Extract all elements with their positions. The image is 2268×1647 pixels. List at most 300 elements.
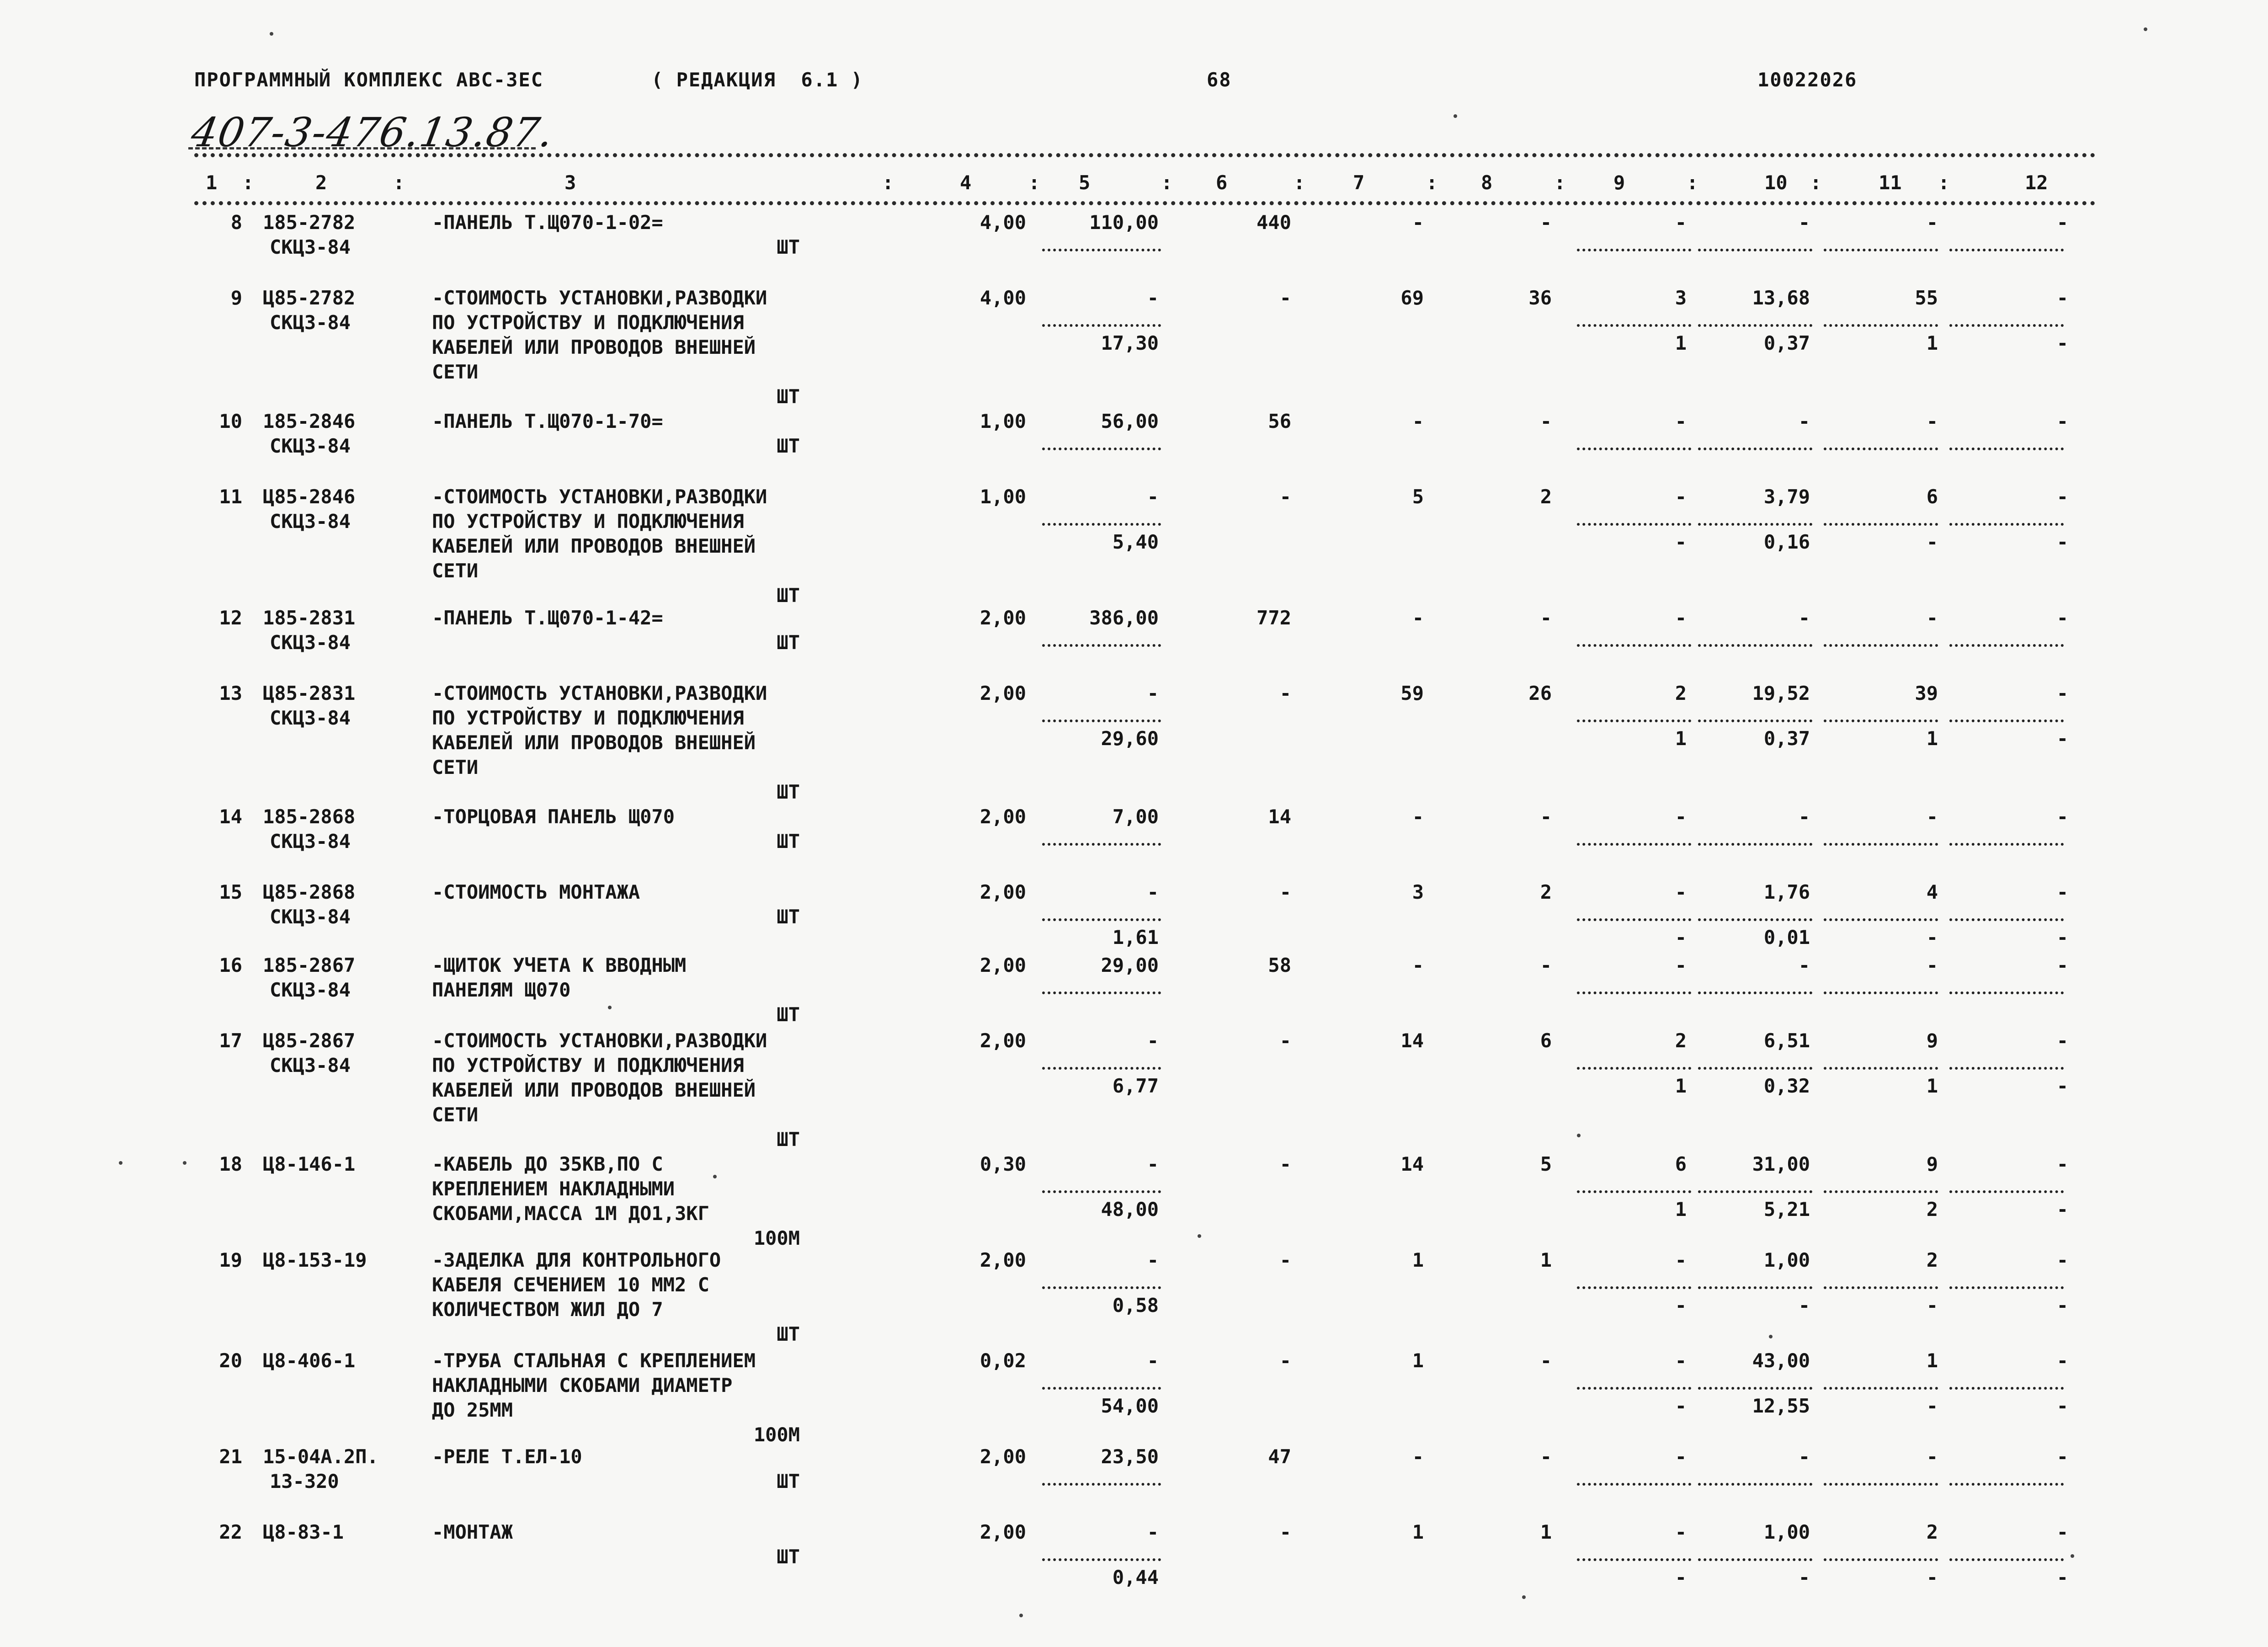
- column-header-2: 2: [315, 171, 327, 194]
- program-title: ПРОГРАММНЫЙ КОМПЛЕКС АВС-ЗЕС: [194, 69, 544, 91]
- col-9-sub: 1: [1675, 1198, 1687, 1221]
- item-description: ПО УСТРОЙСТВУ И ПОДКЛЮЧЕНИЯ: [432, 311, 744, 334]
- value-divider: [1949, 991, 2064, 994]
- col-9-value: -: [1675, 607, 1687, 629]
- item-description: КРЕПЛЕНИЕМ НАКЛАДНЫМИ: [432, 1178, 675, 1200]
- price-divider: [1042, 843, 1161, 846]
- column-header-7: 7: [1353, 171, 1365, 194]
- machine-cost: 26: [1528, 682, 1552, 704]
- column-separator: :: [1028, 171, 1040, 194]
- col-11-value: 2: [1926, 1249, 1938, 1271]
- unit-price: -: [1147, 1521, 1159, 1543]
- labor-cost: 69: [1400, 287, 1424, 309]
- total-cost: 440: [1256, 211, 1291, 234]
- col-12-value: -: [2056, 805, 2068, 828]
- labor-cost: 14: [1400, 1153, 1424, 1175]
- machine-cost: 1: [1540, 1521, 1552, 1543]
- item-description: СЕТИ: [432, 1103, 479, 1126]
- machine-cost: -: [1540, 954, 1552, 976]
- total-cost: -: [1279, 1521, 1291, 1543]
- col-11-sub: 1: [1926, 1075, 1938, 1097]
- value-divider: [1698, 1190, 1812, 1193]
- value-divider: [1949, 1558, 2064, 1561]
- col-9-sub: 1: [1675, 727, 1687, 750]
- machine-cost: -: [1540, 211, 1552, 234]
- total-cost: -: [1279, 287, 1291, 309]
- quantity: 2,00: [980, 881, 1026, 903]
- item-description: ПО УСТРОЙСТВУ И ПОДКЛЮЧЕНИЯ: [432, 1054, 744, 1077]
- col-11-sub: -: [1926, 926, 1938, 949]
- value-divider: [1949, 644, 2064, 647]
- total-cost: 56: [1268, 410, 1291, 432]
- labor-cost: 1: [1412, 1349, 1424, 1372]
- unit-price: -: [1147, 682, 1159, 704]
- col-12-sub: -: [2056, 1198, 2068, 1221]
- price-code: Ц8-83-1: [263, 1521, 344, 1543]
- col-11-sub: 2: [1926, 1198, 1938, 1221]
- col-10-value: -: [1798, 954, 1810, 976]
- quantity: 0,02: [980, 1349, 1026, 1372]
- price-code: Ц85-2831: [263, 682, 356, 704]
- value-divider: [1577, 1190, 1691, 1193]
- unit: ШТ: [777, 584, 800, 607]
- row-number: 11: [219, 485, 242, 508]
- row-number: 15: [219, 881, 242, 903]
- item-description: -СТОИМОСТЬ УСТАНОВКИ,РАЗВОДКИ: [432, 1029, 767, 1052]
- column-header-11: 11: [1879, 171, 1902, 194]
- col-9-value: -: [1675, 1521, 1687, 1543]
- quantity: 4,00: [980, 211, 1026, 234]
- unit-price: -: [1147, 1249, 1159, 1271]
- value-divider: [1698, 249, 1812, 251]
- col-10-sub: 12,55: [1752, 1395, 1810, 1417]
- page-number: 68: [1207, 69, 1232, 91]
- item-description: КОЛИЧЕСТВОМ ЖИЛ ДО 7: [432, 1298, 663, 1321]
- column-header-3: 3: [564, 171, 576, 194]
- item-description: -СТОИМОСТЬ МОНТАЖА: [432, 881, 640, 903]
- column-header-5: 5: [1079, 171, 1091, 194]
- scan-speck: [1198, 1234, 1201, 1238]
- column-separator: :: [393, 171, 405, 194]
- value-divider: [1577, 1387, 1691, 1390]
- value-divider: [1949, 1286, 2064, 1289]
- quantity: 2,00: [980, 682, 1026, 704]
- col-12-value: -: [2056, 1349, 2068, 1372]
- col-12-value: -: [2056, 1153, 2068, 1175]
- scan-speck: [119, 1161, 122, 1165]
- item-description: -СТОИМОСТЬ УСТАНОВКИ,РАЗВОДКИ: [432, 485, 767, 508]
- value-divider: [1824, 523, 1938, 526]
- column-header-1: 1: [206, 171, 218, 194]
- value-divider: [1949, 1483, 2064, 1486]
- price-divider: [1042, 644, 1161, 647]
- value-divider: [1824, 991, 1938, 994]
- scan-speck: [713, 1175, 717, 1178]
- price-divider: [1042, 1558, 1161, 1561]
- value-divider: [1824, 1286, 1938, 1289]
- unit-price: -: [1147, 1153, 1159, 1175]
- price-divider: [1042, 1067, 1161, 1070]
- total-cost: 58: [1268, 954, 1291, 976]
- value-divider: [1824, 720, 1938, 722]
- col-10-sub: 0,16: [1763, 531, 1810, 553]
- col-10-sub: 0,01: [1763, 926, 1810, 949]
- value-divider: [1949, 324, 2064, 327]
- value-divider: [1577, 324, 1691, 327]
- col-10-value: -: [1798, 607, 1810, 629]
- unit: ШТ: [777, 1546, 800, 1568]
- col-9-value: -: [1675, 410, 1687, 432]
- col-12-value: -: [2056, 607, 2068, 629]
- value-divider: [1698, 843, 1812, 846]
- item-description: ПАНЕЛЯМ Щ070: [432, 979, 571, 1001]
- col-10-sub: 5,21: [1763, 1198, 1810, 1221]
- value-divider: [1698, 644, 1812, 647]
- scan-speck: [1769, 1335, 1773, 1338]
- total-cost: -: [1279, 1029, 1291, 1052]
- unit-price-labor: 17,30: [1101, 332, 1159, 354]
- col-11-value: 55: [1915, 287, 1938, 309]
- labor-cost: -: [1412, 607, 1424, 629]
- total-cost: -: [1279, 1349, 1291, 1372]
- col-11-value: 6: [1926, 485, 1938, 508]
- item-description: -КАБЕЛЬ ДО 35КВ,ПО С: [432, 1153, 663, 1175]
- row-number: 18: [219, 1153, 242, 1175]
- col-9-sub: -: [1675, 1566, 1687, 1588]
- col-11-value: 9: [1926, 1029, 1938, 1052]
- item-description: КАБЕЛЕЙ ИЛИ ПРОВОДОВ ВНЕШНЕЙ: [432, 336, 756, 358]
- col-9-sub: -: [1675, 926, 1687, 949]
- column-separator: :: [1938, 171, 1950, 194]
- unit: ШТ: [777, 830, 800, 853]
- column-separator: :: [1161, 171, 1173, 194]
- total-cost: -: [1279, 881, 1291, 903]
- scan-speck: [2144, 27, 2147, 31]
- unit: ШТ: [777, 1323, 800, 1345]
- row-number: 17: [219, 1029, 242, 1052]
- price-code: Ц85-2846: [263, 485, 356, 508]
- col-11-value: -: [1926, 211, 1938, 234]
- row-number: 8: [230, 211, 242, 234]
- col-10-sub: 0,32: [1763, 1075, 1810, 1097]
- item-description: -РЕЛЕ Т.ЕЛ-10: [432, 1445, 582, 1468]
- machine-cost: -: [1540, 1349, 1552, 1372]
- col-11-value: 1: [1926, 1349, 1938, 1372]
- column-separator: :: [242, 171, 254, 194]
- column-separator: :: [1426, 171, 1438, 194]
- value-divider: [1698, 918, 1812, 921]
- col-9-value: -: [1675, 485, 1687, 508]
- price-divider: [1042, 991, 1161, 994]
- value-divider: [1949, 1190, 2064, 1193]
- price-code: 185-2867: [263, 954, 356, 976]
- total-cost: -: [1279, 682, 1291, 704]
- item-description: -СТОИМОСТЬ УСТАНОВКИ,РАЗВОДКИ: [432, 682, 767, 704]
- col-10-value: -: [1798, 211, 1810, 234]
- col-9-sub: 1: [1675, 332, 1687, 354]
- value-divider: [1949, 448, 2064, 450]
- col-12-value: -: [2056, 1029, 2068, 1052]
- unit-price: 23,50: [1101, 1445, 1159, 1468]
- col-12-value: -: [2056, 954, 2068, 976]
- total-cost: -: [1279, 1249, 1291, 1271]
- handwritten-reference: 407-3-476.13.87.: [187, 109, 558, 156]
- quantity: 2,00: [980, 1521, 1026, 1543]
- price-code-source: СКЦЗ-84: [270, 236, 351, 258]
- machine-cost: 2: [1540, 881, 1552, 903]
- row-number: 21: [219, 1445, 242, 1468]
- item-description: -ПАНЕЛЬ Т.Щ070-1-70=: [432, 410, 663, 432]
- value-divider: [1577, 1286, 1691, 1289]
- price-divider: [1042, 448, 1161, 450]
- price-code: 15-04А.2П.: [263, 1445, 378, 1468]
- price-code: 185-2831: [263, 607, 356, 629]
- col-11-value: 4: [1926, 881, 1938, 903]
- row-number: 12: [219, 607, 242, 629]
- col-10-value: 19,52: [1752, 682, 1810, 704]
- price-divider: [1042, 249, 1161, 251]
- col-12-value: -: [2056, 410, 2068, 432]
- unit: ШТ: [777, 1470, 800, 1492]
- scan-speck: [1577, 1134, 1581, 1137]
- col-9-sub: -: [1675, 1294, 1687, 1317]
- item-description: СЕТИ: [432, 756, 479, 778]
- item-description: НАКЛАДНЫМИ СКОБАМИ ДИАМЕТР: [432, 1374, 733, 1396]
- unit-price: -: [1147, 881, 1159, 903]
- quantity: 2,00: [980, 954, 1026, 976]
- col-12-sub: -: [2056, 1395, 2068, 1417]
- col-9-sub: 1: [1675, 1075, 1687, 1097]
- value-divider: [1824, 1387, 1938, 1390]
- unit-price-labor: 1,61: [1112, 926, 1159, 949]
- price-code: Ц85-2868: [263, 881, 356, 903]
- value-divider: [1824, 448, 1938, 450]
- labor-cost: -: [1412, 410, 1424, 432]
- row-number: 9: [230, 287, 242, 309]
- quantity: 2,00: [980, 1249, 1026, 1271]
- unit-price: 56,00: [1101, 410, 1159, 432]
- column-header-8: 8: [1481, 171, 1493, 194]
- price-divider: [1042, 324, 1161, 327]
- col-10-value: 13,68: [1752, 287, 1810, 309]
- quantity: 4,00: [980, 287, 1026, 309]
- col-9-value: 2: [1675, 682, 1687, 704]
- labor-cost: 5: [1412, 485, 1424, 508]
- price-code-source: СКЦЗ-84: [270, 707, 351, 729]
- item-description: КАБЕЛЕЙ ИЛИ ПРОВОДОВ ВНЕШНЕЙ: [432, 1079, 756, 1101]
- col-11-value: 39: [1915, 682, 1938, 704]
- column-header-4: 4: [960, 171, 972, 194]
- col-10-value: -: [1798, 1445, 1810, 1468]
- value-divider: [1698, 1067, 1812, 1070]
- price-code-source: СКЦЗ-84: [270, 830, 351, 853]
- item-description: -СТОИМОСТЬ УСТАНОВКИ,РАЗВОДКИ: [432, 287, 767, 309]
- item-description: ДО 25ММ: [432, 1399, 513, 1421]
- value-divider: [1577, 1483, 1691, 1486]
- price-code-source: СКЦЗ-84: [270, 311, 351, 334]
- column-header-6: 6: [1216, 171, 1228, 194]
- scan-speck: [183, 1161, 186, 1165]
- value-divider: [1824, 843, 1938, 846]
- value-divider: [1577, 918, 1691, 921]
- value-divider: [1824, 918, 1938, 921]
- value-divider: [1949, 1387, 2064, 1390]
- column-separator: :: [1294, 171, 1305, 194]
- price-code: 185-2782: [263, 211, 356, 234]
- col-9-value: -: [1675, 1349, 1687, 1372]
- labor-cost: -: [1412, 805, 1424, 828]
- price-code: 185-2868: [263, 805, 356, 828]
- col-10-value: 1,00: [1763, 1521, 1810, 1543]
- col-12-sub: -: [2056, 1075, 2068, 1097]
- unit-price-labor: 5,40: [1112, 531, 1159, 553]
- unit-price: 110,00: [1089, 211, 1159, 234]
- scan-speck: [1522, 1595, 1526, 1599]
- unit-price: 7,00: [1112, 805, 1159, 828]
- row-number: 16: [219, 954, 242, 976]
- labor-cost: 1: [1412, 1249, 1424, 1271]
- scan-speck: [608, 1006, 612, 1009]
- price-divider: [1042, 918, 1161, 921]
- column-separator: :: [1554, 171, 1566, 194]
- price-code-source: СКЦЗ-84: [270, 979, 351, 1001]
- unit-price: 29,00: [1101, 954, 1159, 976]
- value-divider: [1824, 1558, 1938, 1561]
- quantity: 2,00: [980, 805, 1026, 828]
- value-divider: [1577, 1558, 1691, 1561]
- unit: ШТ: [777, 1128, 800, 1151]
- value-divider: [1577, 249, 1691, 251]
- labor-cost: -: [1412, 954, 1424, 976]
- column-separator: :: [1810, 171, 1822, 194]
- value-divider: [1824, 644, 1938, 647]
- col-12-sub: -: [2056, 1566, 2068, 1588]
- item-description: ПО УСТРОЙСТВУ И ПОДКЛЮЧЕНИЯ: [432, 707, 744, 729]
- column-separator: :: [1687, 171, 1698, 194]
- item-description: КАБЕЛЕЙ ИЛИ ПРОВОДОВ ВНЕШНЕЙ: [432, 535, 756, 557]
- price-divider: [1042, 523, 1161, 526]
- col-10-value: -: [1798, 805, 1810, 828]
- item-description: -ПАНЕЛЬ Т.Щ070-1-42=: [432, 607, 663, 629]
- value-divider: [1698, 991, 1812, 994]
- unit-price: -: [1147, 485, 1159, 508]
- col-9-value: 2: [1675, 1029, 1687, 1052]
- labor-cost: 1: [1412, 1521, 1424, 1543]
- total-cost: 772: [1256, 607, 1291, 629]
- col-11-value: -: [1926, 1445, 1938, 1468]
- col-12-value: -: [2056, 485, 2068, 508]
- price-code-source: СКЦЗ-84: [270, 631, 351, 654]
- total-cost: -: [1279, 485, 1291, 508]
- item-description: ПО УСТРОЙСТВУ И ПОДКЛЮЧЕНИЯ: [432, 510, 744, 533]
- value-divider: [1824, 1483, 1938, 1486]
- value-divider: [1698, 1483, 1812, 1486]
- price-code: Ц85-2867: [263, 1029, 356, 1052]
- price-code-source: 13-320: [270, 1470, 339, 1492]
- col-12-sub: -: [2056, 926, 2068, 949]
- item-description: -ПАНЕЛЬ Т.Щ070-1-02=: [432, 211, 663, 234]
- row-number: 22: [219, 1521, 242, 1543]
- table-header-rule: [194, 201, 2096, 205]
- quantity: 2,00: [980, 1445, 1026, 1468]
- unit: ШТ: [777, 781, 800, 803]
- col-11-sub: -: [1926, 531, 1938, 553]
- price-code-source: СКЦЗ-84: [270, 1054, 351, 1077]
- item-description: СЕТИ: [432, 361, 479, 383]
- col-11-sub: 1: [1926, 727, 1938, 750]
- col-11-value: -: [1926, 410, 1938, 432]
- col-9-value: -: [1675, 805, 1687, 828]
- col-10-sub: 0,37: [1763, 727, 1810, 750]
- item-description: КАБЕЛЕЙ ИЛИ ПРОВОДОВ ВНЕШНЕЙ: [432, 731, 756, 754]
- labor-cost: -: [1412, 211, 1424, 234]
- col-10-value: 1,76: [1763, 881, 1810, 903]
- value-divider: [1824, 1067, 1938, 1070]
- unit-price-labor: 6,77: [1112, 1075, 1159, 1097]
- unit: 100М: [753, 1227, 800, 1249]
- col-11-sub: -: [1926, 1395, 1938, 1417]
- quantity: 2,00: [980, 607, 1026, 629]
- value-divider: [1577, 991, 1691, 994]
- item-description: -ЗАДЕЛКА ДЛЯ КОНТРОЛЬНОГО: [432, 1249, 721, 1271]
- unit-price-labor: 48,00: [1101, 1198, 1159, 1221]
- col-11-sub: 1: [1926, 332, 1938, 354]
- value-divider: [1824, 1190, 1938, 1193]
- col-12-sub: -: [2056, 531, 2068, 553]
- machine-cost: 5: [1540, 1153, 1552, 1175]
- unit-price: -: [1147, 1029, 1159, 1052]
- value-divider: [1698, 324, 1812, 327]
- col-10-value: 1,00: [1763, 1249, 1810, 1271]
- col-12-sub: -: [2056, 332, 2068, 354]
- price-code: Ц85-2782: [263, 287, 356, 309]
- value-divider: [1577, 644, 1691, 647]
- total-cost: 14: [1268, 805, 1291, 828]
- unit-price-labor: 29,60: [1101, 727, 1159, 750]
- col-10-value: 6,51: [1763, 1029, 1810, 1052]
- price-divider: [1042, 1286, 1161, 1289]
- price-code: 185-2846: [263, 410, 356, 432]
- col-11-value: 9: [1926, 1153, 1938, 1175]
- value-divider: [1949, 1067, 2064, 1070]
- unit: ШТ: [777, 1003, 800, 1026]
- quantity: 1,00: [980, 485, 1026, 508]
- document-number: 10022026: [1757, 69, 1858, 91]
- unit: 100М: [753, 1423, 800, 1446]
- total-cost: -: [1279, 1153, 1291, 1175]
- price-divider: [1042, 1483, 1161, 1486]
- row-number: 10: [219, 410, 242, 432]
- col-9-value: -: [1675, 1445, 1687, 1468]
- value-divider: [1577, 448, 1691, 450]
- column-header-10: 10: [1764, 171, 1788, 194]
- col-12-value: -: [2056, 682, 2068, 704]
- edition-label: ( РЕДАКЦИЯ 6.1 ): [651, 69, 863, 91]
- item-description: -ТРУБА СТАЛЬНАЯ С КРЕПЛЕНИЕМ: [432, 1349, 756, 1372]
- value-divider: [1824, 249, 1938, 251]
- col-12-sub: -: [2056, 1294, 2068, 1317]
- unit: ШТ: [777, 435, 800, 457]
- col-9-value: -: [1675, 881, 1687, 903]
- machine-cost: 1: [1540, 1249, 1552, 1271]
- unit: ШТ: [777, 906, 800, 928]
- machine-cost: -: [1540, 410, 1552, 432]
- column-header-12: 12: [2025, 171, 2048, 194]
- handwritten-underline: [188, 147, 536, 149]
- price-divider: [1042, 1387, 1161, 1390]
- col-11-sub: -: [1926, 1566, 1938, 1588]
- value-divider: [1577, 523, 1691, 526]
